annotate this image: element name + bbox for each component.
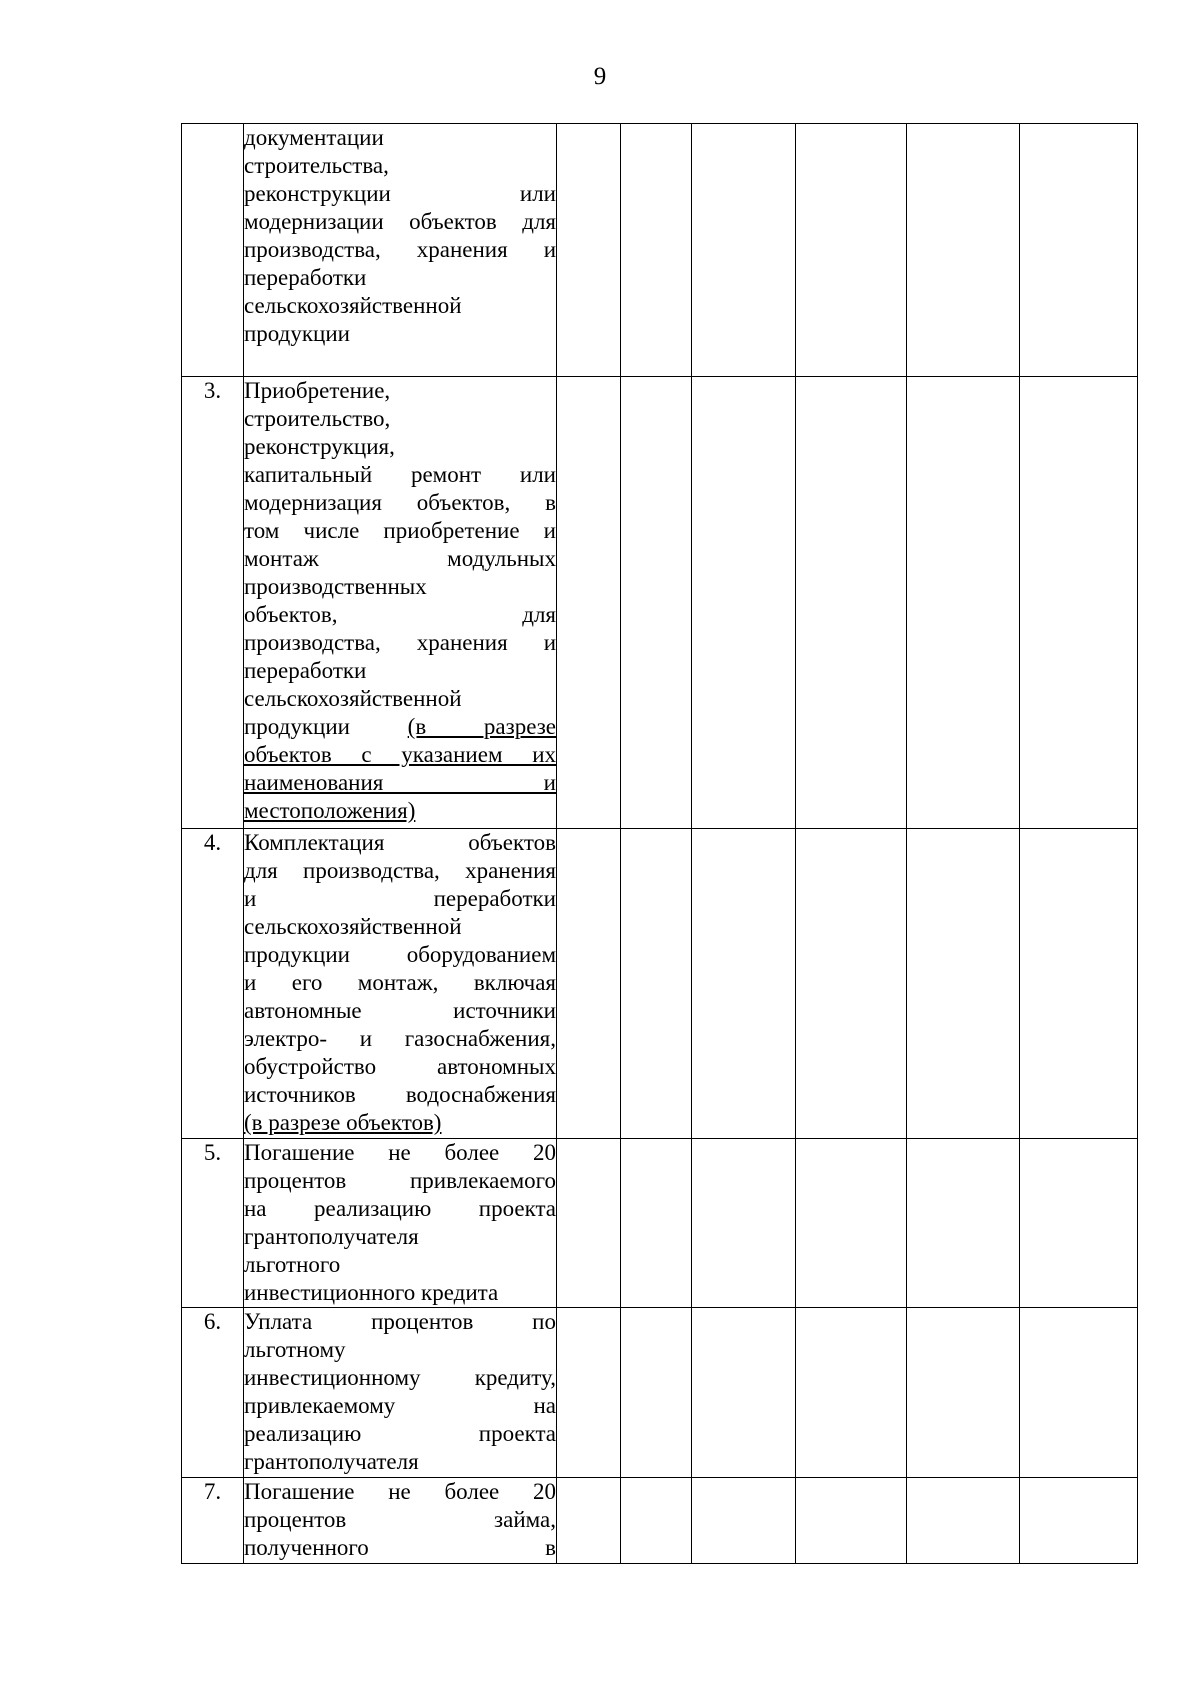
empty-cell xyxy=(621,1139,692,1308)
description-line: переработки xyxy=(244,265,367,290)
row-number: 3. xyxy=(182,377,244,829)
description-line: Погашение не более 20 xyxy=(244,1479,556,1504)
row-number: 6. xyxy=(182,1308,244,1478)
empty-cell xyxy=(621,1308,692,1478)
description-line: модернизация объектов, в xyxy=(244,490,556,515)
empty-cell xyxy=(907,124,1020,377)
table-row xyxy=(182,124,1138,377)
description-line: и его монтаж, включая xyxy=(244,970,556,995)
description-line: сельскохозяйственной xyxy=(244,293,462,318)
budget-items-table xyxy=(181,123,1138,1564)
description-line: сельскохозяйственной xyxy=(244,686,462,711)
description-line: процентов привлекаемого xyxy=(244,1168,556,1193)
table-row xyxy=(182,829,1138,1139)
empty-cell xyxy=(621,1478,692,1564)
empty-cell xyxy=(621,829,692,1139)
description-line: электро- и газоснабжения, xyxy=(244,1026,556,1051)
item-description xyxy=(244,1478,557,1564)
empty-cell xyxy=(557,1478,621,1564)
description-line: местоположения) xyxy=(244,798,416,823)
description-line: капитальный ремонт или xyxy=(244,462,556,487)
description-line: документации xyxy=(244,125,384,150)
empty-cell xyxy=(692,1308,796,1478)
row-number: 4. xyxy=(182,829,244,1139)
description-line: продукции xyxy=(244,321,350,346)
empty-cell xyxy=(796,1308,907,1478)
description-line: реализацию проекта xyxy=(244,1421,556,1446)
description-line: производства, хранения и xyxy=(244,630,556,655)
description-line: грантополучателя xyxy=(244,1224,419,1249)
table-row xyxy=(182,377,1138,829)
empty-cell xyxy=(692,1139,796,1308)
description-line: строительства, xyxy=(244,153,389,178)
description-line: объектов, для xyxy=(244,602,556,627)
empty-cell xyxy=(557,1308,621,1478)
item-description xyxy=(244,1139,557,1308)
description-line: процентов займа, xyxy=(244,1507,556,1532)
page-number: 9 xyxy=(593,63,607,90)
item-description xyxy=(244,1308,557,1478)
description-line: том числе приобретение и xyxy=(244,518,556,543)
description-line: для производства, хранения xyxy=(244,858,556,883)
empty-cell xyxy=(1020,124,1138,377)
empty-cell xyxy=(796,1478,907,1564)
item-description xyxy=(244,829,557,1139)
description-line: (в разрезе объектов) xyxy=(244,1110,442,1135)
row-number xyxy=(182,124,244,377)
description-line: источников водоснабжения xyxy=(244,1082,556,1107)
empty-cell xyxy=(557,1139,621,1308)
description-line: производства, хранения и xyxy=(244,237,556,262)
description-line: Комплектация объектов xyxy=(244,830,556,855)
empty-cell xyxy=(692,377,796,829)
description-line: Погашение не более 20 xyxy=(244,1140,556,1165)
empty-cell xyxy=(557,377,621,829)
empty-cell xyxy=(907,1478,1020,1564)
item-description xyxy=(244,124,557,377)
description-line: и переработки xyxy=(244,886,556,911)
empty-cell xyxy=(1020,1139,1138,1308)
item-description xyxy=(244,377,557,829)
empty-cell xyxy=(1020,1478,1138,1564)
description-line: Уплата процентов по xyxy=(244,1309,556,1334)
description-line: полученного в xyxy=(244,1535,556,1560)
description-line: сельскохозяйственной xyxy=(244,914,462,939)
description-line: льготному xyxy=(244,1337,346,1362)
table-row xyxy=(182,1308,1138,1478)
description-line: на реализацию проекта xyxy=(244,1196,556,1221)
empty-cell xyxy=(907,829,1020,1139)
description-line: продукции оборудованием xyxy=(244,942,556,967)
description-line: обустройство автономных xyxy=(244,1054,556,1079)
empty-cell xyxy=(1020,377,1138,829)
empty-cell xyxy=(796,377,907,829)
description-line: продукции (в разрезе xyxy=(244,714,556,739)
description-line: производственных xyxy=(244,574,427,599)
description-line: инвестиционному кредиту, xyxy=(244,1365,556,1390)
empty-cell xyxy=(621,124,692,377)
row-number: 5. xyxy=(182,1139,244,1308)
empty-cell xyxy=(907,1308,1020,1478)
empty-cell xyxy=(692,829,796,1139)
table-row xyxy=(182,1478,1138,1564)
description-line: автономные источники xyxy=(244,998,556,1023)
empty-cell xyxy=(557,829,621,1139)
empty-cell xyxy=(907,1139,1020,1308)
description-line: наименования и xyxy=(244,770,556,795)
description-line: объектов с указанием их xyxy=(244,742,556,767)
empty-cell xyxy=(692,1478,796,1564)
description-line: инвестиционного кредита xyxy=(244,1280,499,1305)
description-line: модернизации объектов для xyxy=(244,209,556,234)
description-line: переработки xyxy=(244,658,367,683)
empty-cell xyxy=(621,377,692,829)
description-line: Приобретение, xyxy=(244,378,391,403)
description-line: строительство, xyxy=(244,406,391,431)
description-line: реконструкция, xyxy=(244,434,395,459)
empty-cell xyxy=(796,829,907,1139)
empty-cell xyxy=(1020,1308,1138,1478)
description-line: льготного xyxy=(244,1252,341,1277)
empty-cell xyxy=(796,1139,907,1308)
empty-cell xyxy=(907,377,1020,829)
table-row xyxy=(182,1139,1138,1308)
description-line: монтаж модульных xyxy=(244,546,556,571)
empty-cell xyxy=(796,124,907,377)
empty-cell xyxy=(1020,829,1138,1139)
empty-cell xyxy=(692,124,796,377)
description-line: реконструкции или xyxy=(244,181,556,206)
empty-cell xyxy=(557,124,621,377)
description-line: грантополучателя xyxy=(244,1449,419,1474)
row-number: 7. xyxy=(182,1478,244,1564)
description-line: привлекаемому на xyxy=(244,1393,556,1418)
